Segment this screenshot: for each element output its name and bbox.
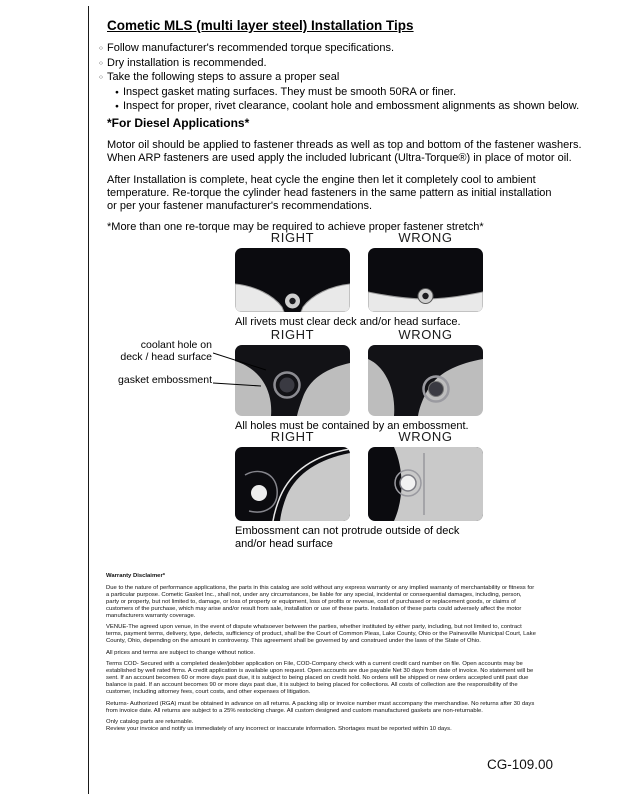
tip-item <box>99 42 579 56</box>
figure-row-rivets <box>235 230 495 329</box>
right-label: RIGHT <box>270 429 315 444</box>
sub-tip-item <box>115 86 579 100</box>
wrong-label: WRONG <box>398 230 453 245</box>
solid-bullet-icon <box>115 100 123 114</box>
warranty-paragraph: Returns- Authorized (RGA) must be obtained in advance on all returns. A packing slip or invoice number must accompany the merchandise. No returns after 30 days from invoice date. All returns are subject to a 25% restocking charge. All custom designed and custom manufactured gaskets are non-returnable. <box>106 700 535 714</box>
tip-text: Take the following steps to assure a proper seal <box>107 71 340 83</box>
coolant-hole <box>280 378 295 393</box>
figure-labels <box>235 327 495 342</box>
open-bullet-icon <box>99 57 107 71</box>
figure-row-holes <box>118 327 495 433</box>
figure-images <box>235 447 495 521</box>
hole-contained-right-figure <box>235 345 350 416</box>
open-bullet-icon <box>99 71 107 85</box>
rivet-interference-wrong-figure <box>368 248 483 312</box>
paragraph-line: When ARP fasteners are used apply the included lubricant (Ultra-Torque®) in place of motor oil. <box>107 152 572 165</box>
embossment-protruding-wrong-figure <box>368 447 483 521</box>
tip-item <box>99 57 579 71</box>
diesel-paragraph-1 <box>107 139 582 166</box>
diesel-heading: *For Diesel Applications* <box>107 116 250 130</box>
warranty-section <box>106 573 536 738</box>
tip-text: Dry installation is recommended. <box>107 56 267 69</box>
warranty-paragraph: Review your invoice and notify us immediately of any incorrect or inaccurate information. Shortages must be reported within 10 days. <box>106 726 452 732</box>
open-bullet-icon <box>99 42 107 56</box>
solid-bullet-icon <box>115 86 123 100</box>
coolant-hole <box>429 382 444 397</box>
diesel-paragraph-2 <box>107 174 582 214</box>
rivet-clear-right-figure <box>235 248 350 312</box>
retorque-note: *More than one re-torque may be required to achieve proper fastener stretch* <box>107 221 484 234</box>
page-code: CG-109.00 <box>487 757 554 772</box>
right-label: RIGHT <box>270 327 315 342</box>
warranty-paragraph: Terms COD- Secured with a completed dealer/jobber application on File, COD-Company check with a current credit card number on file. Open accounts may be established by well rated firms. A credit application is available upon request. Open accounts are due payable Net 30 days from date of invoice. No statement will be sent. If an account becomes 60 or more days past due, it is subject to being placed on credit hold. No orders will be shipped or new orders accepted until past due balance is paid. If an account becomes 90 or more days past due, it is subject to being placed for collections. All costs of collection are the responsibility of the customer, including attorney fees, court costs, and other expenses of litigation. <box>106 661 534 695</box>
figure-row-embossment <box>235 429 495 550</box>
page-title: Cometic MLS (multi layer steel) Installation Tips <box>107 18 414 33</box>
sub-tip-item <box>115 100 579 114</box>
coolant-hole <box>251 485 267 501</box>
annotation-coolant-hole: coolant hole on deck / head surface <box>120 339 212 363</box>
right-label: RIGHT <box>270 230 315 245</box>
paragraph-line: Motor oil should be applied to fastener threads as well as top and bottom of the fastener washers. <box>107 139 582 151</box>
hole-not-contained-wrong-figure <box>368 345 483 416</box>
tip-item <box>99 71 579 85</box>
warranty-paragraph: Due to the nature of performance applications, the parts in this catalog are sold without any express warranty or any implied warranty of merchantability or fitness for a particular purpose. Cometic Gasket Inc., shall not, under any circumstances, be liable for any special, incidental or consequential damages, including, person, party or property, but not limited to, damage, or loss of property or equipment, loss of profits or revenue, cost of purchased or replacement goods, or claims of customers of the purchase, which may arise and/or result from sale, installation or use of these parts. Installation of these parts could adversely affect the motor manufacturers warranty coverage. <box>106 584 535 619</box>
warranty-heading: Warranty Disclaimer* <box>106 573 166 579</box>
tip-text: Inspect for proper, rivet clearance, coolant hole and embossment alignments as shown below. <box>123 100 580 112</box>
paragraph-line: After Installation is complete, heat cycle the engine then let it completely cool to ambient <box>107 173 536 186</box>
figure-caption: All rivets must clear deck and/or head surface. <box>235 316 461 328</box>
figure-labels <box>235 429 495 444</box>
paragraph-line: temperature. Re-torque the cylinder head fasteners in the same pattern as initial installation <box>107 186 552 199</box>
paragraph-line: or per your fastener manufacturer's recommendations. <box>107 200 372 213</box>
figure-images <box>235 345 495 416</box>
tip-text: Follow manufacturer's recommended torque specifications. <box>107 42 395 54</box>
tip-text: Inspect gasket mating surfaces. They must be smooth 50RA or finer. <box>123 85 457 98</box>
installation-tips-list <box>99 42 579 115</box>
embossment-contained-right-figure <box>235 447 350 521</box>
figure-images <box>235 248 495 312</box>
warranty-paragraph: All prices and terms are subject to change without notice. <box>106 649 255 656</box>
page-margin-rule <box>88 6 89 794</box>
wrong-label: WRONG <box>398 327 453 342</box>
coolant-hole <box>400 475 416 491</box>
diesel-applications-section <box>107 116 582 233</box>
figure-labels <box>235 230 495 245</box>
annotation-gasket-embossment: gasket embossment <box>118 374 212 386</box>
warranty-paragraph: VENUE-The agreed upon venue, in the event of dispute whatsoever between the parties, whether instituted by either party, including, but not limited to, contract terms, payment terms, delivery, type, defects, sufficiency of product, shall be the Court of Common Pleas, Lake County, Ohio or the Painesville Municipal Court, Lake County, Ohio, depending on the amount in controversy. This agreement shall be governed by and construed under the laws of the State of Ohio. <box>106 624 536 644</box>
warranty-paragraph: Only catalog parts are returnable. <box>106 719 194 725</box>
figure-caption: Embossment can not protrude outside of deck and/or head surface <box>235 525 460 550</box>
figure-caption: All holes must be contained by an embossment. <box>235 420 469 432</box>
wrong-label: WRONG <box>398 429 453 444</box>
